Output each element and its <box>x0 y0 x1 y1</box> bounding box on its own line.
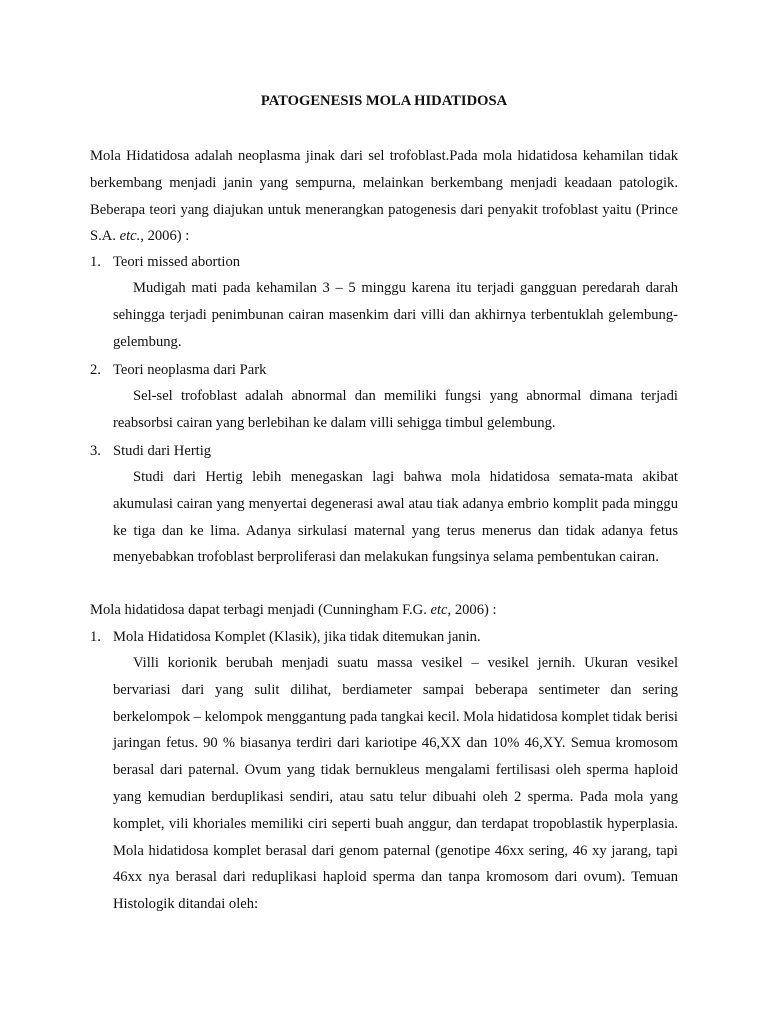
document-title: PATOGENESIS MOLA HIDATIDOSA <box>260 93 508 109</box>
list-item-theory-1 <box>90 252 678 272</box>
list-item-theory-3 <box>90 441 678 461</box>
list-number: 2. <box>90 362 101 378</box>
classification-paragraph <box>90 597 678 624</box>
list-number: 1. <box>90 629 101 645</box>
list-heading: Teori missed abortion <box>113 254 241 270</box>
list-heading: Studi dari Hertig <box>113 443 212 459</box>
intro-citation-etc: etc. <box>119 228 141 245</box>
list-heading: Teori neoplasma dari Park <box>113 362 267 378</box>
theory-2-body: Sel-sel trofoblast adalah abnormal dan memiliki fungsi yang abnormal dimana terjadi reabsorbsi cairan yang berlebihan ke dalam villi sehigga timbul gelembung. <box>113 388 678 431</box>
classification-citation-year: , 2006) : <box>447 602 497 618</box>
theory-3-body: Studi dari Hertig lebih menegaskan lagi bahwa mola hidatidosa semata-mata akibat akumulasi cairan yang menyertai degenerasi awal atau tiak adanya embrio komplit pada minggu ke tiga dan ke lima. Adanya sirkulasi maternal yang terus menerus dan tidak adanya fetus menyebabkan trofoblast berproliferasi dan melakukan fungsinya selama pembentukan cairan. <box>113 469 678 566</box>
classification-citation-etc: etc <box>430 602 448 618</box>
intro-citation-year: , 2006) : <box>140 228 190 245</box>
list-number: 1. <box>90 254 101 270</box>
theory-1-body: Mudigah mati pada kehamilan 3 – 5 minggu karena itu terjadi gangguan peredarah darah sehingga terjadi penimbunan cairan masenkim dari villi dan akhirnya terbentuklah gelembung-gelembung. <box>113 280 678 350</box>
list-item-type-1 <box>90 627 678 647</box>
list-item-theory-2 <box>90 360 678 380</box>
intro-text: Mola Hidatidosa adalah neoplasma jinak dari sel trofoblast.Pada mola hidatidosa kehamilan tidak berkembang menjadi janin yang sempurna, melainkan berkembang menjadi keadaan patologik. Beberapa teori yang diajukan untuk menerangkan patogenesis dari penyakit trofoblast yaitu (Prince S.A. <box>90 148 678 245</box>
classification-text: Mola hidatidosa dapat terbagi menjadi (Cunningham F.G. <box>90 602 431 618</box>
list-number: 3. <box>90 443 101 459</box>
list-heading: Mola Hidatidosa Komplet (Klasik), jika tidak ditemukan janin. <box>113 629 481 645</box>
intro-paragraph <box>90 143 678 250</box>
type-1-body: Villi korionik berubah menjadi suatu massa vesikel – vesikel jernih. Ukuran vesikel bervariasi dari yang sulit dilihat, berdiameter sampai beberapa sentimeter dan sering berkelompok – kelompok menggantung pada tangkai kecil. Mola hidatidosa komplet tidak berisi jaringan fetus. 90 % biasanya terdiri dari kariotipe 46,XX dan 10% 46,XY. Semua kromosom berasal dari paternal. Ovum yang tidak bernukleus mengalami fertilisasi oleh sperma haploid yang kemudian berduplikasi sendiri, atau satu telur dibuahi oleh 2 sperma. Pada mola yang komplet, vili khoriales memiliki ciri seperti buah anggur, dan terdapat tropoblastik hyperplasia. Mola hidatidosa komplet berasal dari genom paternal (genotipe 46xx sering, 46 xy jarang, tapi 46xx nya berasal dari reduplikasi haploid sperma dan tanpa kromosom dari ovum). Temuan Histologik ditandai oleh: <box>113 655 678 913</box>
